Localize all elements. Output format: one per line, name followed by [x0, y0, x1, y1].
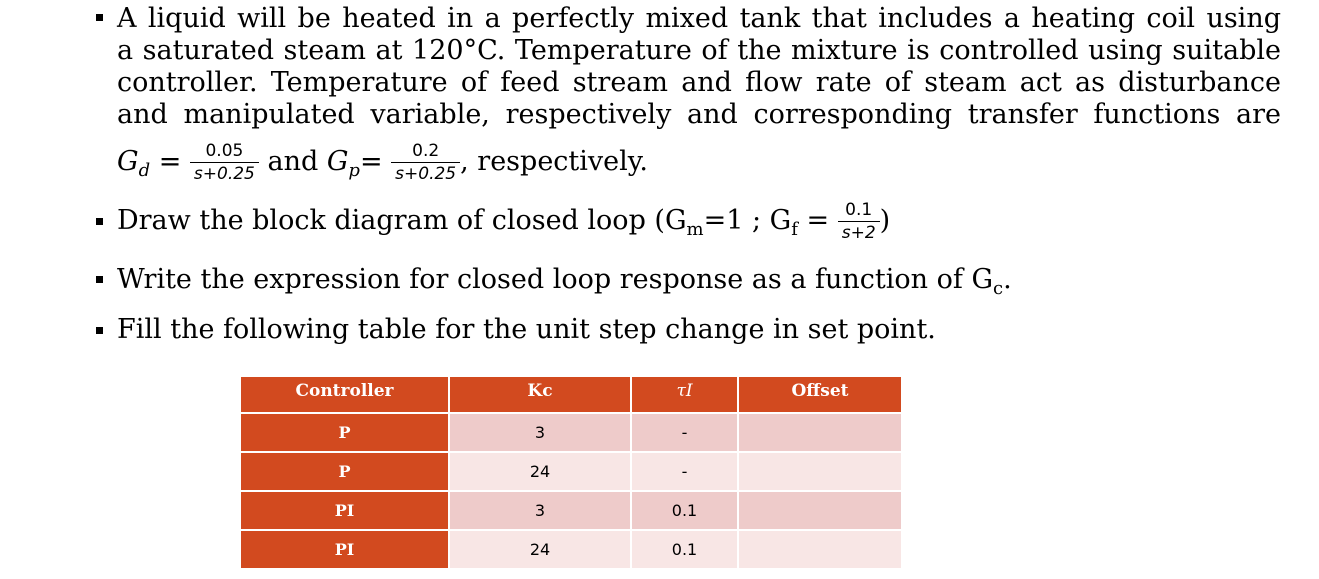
bullet-4-text: Fill the following table for the unit step change in set point.	[117, 314, 936, 345]
header-tau-i: τI	[630, 377, 737, 412]
gf-numerator: 0.1	[838, 199, 880, 222]
cell-tau-i: 0.1	[630, 529, 737, 568]
cell-kc: 3	[448, 490, 630, 529]
gp-symbol: $G_p$	[326, 146, 360, 181]
gd-symbol: $G_d$	[117, 146, 151, 181]
gp-numerator: 0.2	[391, 140, 460, 163]
gd-numerator: 0.05	[190, 140, 259, 163]
cell-controller: P	[241, 412, 448, 451]
cell-offset[interactable]	[737, 529, 901, 568]
bullet-2-text: Draw the block diagram of closed loop ($G_m=1$ ; $G_f$ = $\frac{0.1}{s+2}$ )	[117, 200, 891, 243]
cell-tau-i: -	[630, 451, 737, 490]
and-word: and	[267, 146, 319, 177]
cell-kc: 24	[448, 529, 630, 568]
transfer-functions-line: $G_d$ = $\frac{0.05}{s+0.25}$ and $G_p=$ $\frac{0.2}{s+0.25}$ , respectively.	[117, 141, 649, 184]
cell-kc: 3	[448, 412, 630, 451]
bullet-1-marker	[96, 14, 103, 21]
gf-fraction	[838, 199, 880, 244]
table-row	[241, 529, 901, 568]
header-controller: Controller	[241, 377, 448, 412]
bullet-1-line-3: controller. Temperature of feed stream and flow rate of steam act as disturbance	[117, 67, 1281, 98]
respectively-word: , respectively.	[460, 146, 649, 177]
bullet-1-paragraph	[117, 3, 1281, 131]
cell-offset[interactable]	[737, 451, 901, 490]
cell-tau-i: -	[630, 412, 737, 451]
gd-denominator: s+0.25	[193, 164, 255, 184]
controller-table	[241, 377, 901, 568]
gp-denominator: s+0.25	[395, 164, 457, 184]
cell-kc: 24	[448, 451, 630, 490]
cell-controller: P	[241, 451, 448, 490]
cell-controller: PI	[241, 529, 448, 568]
bullet-1-line-2: a saturated steam at 120°C. Temperature of the mixture is controlled using suitable	[117, 35, 1281, 66]
cell-tau-i: 0.1	[630, 490, 737, 529]
table-row	[241, 490, 901, 529]
header-kc: Kc	[448, 377, 630, 412]
table-header-row	[241, 377, 901, 412]
table-row	[241, 412, 901, 451]
cell-controller: PI	[241, 490, 448, 529]
gd-fraction	[190, 140, 259, 185]
cell-offset[interactable]	[737, 490, 901, 529]
gp-fraction	[391, 140, 460, 185]
bullet-3-text: Write the expression for closed loop response as a function of $G_c$.	[117, 264, 1012, 299]
bullet-3-marker	[96, 276, 103, 283]
table-row	[241, 451, 901, 490]
bullet-1-line-1: A liquid will be heated in a perfectly mixed tank that includes a heating coil using	[117, 3, 1281, 34]
cell-offset[interactable]	[737, 412, 901, 451]
bullet-2-marker	[96, 218, 103, 225]
bullet-4-marker	[96, 327, 103, 334]
gf-denominator: s+2	[841, 223, 876, 243]
bullet-1-line-4: and manipulated variable, respectively and corresponding transfer functions are	[117, 99, 1281, 130]
header-offset: Offset	[737, 377, 901, 412]
